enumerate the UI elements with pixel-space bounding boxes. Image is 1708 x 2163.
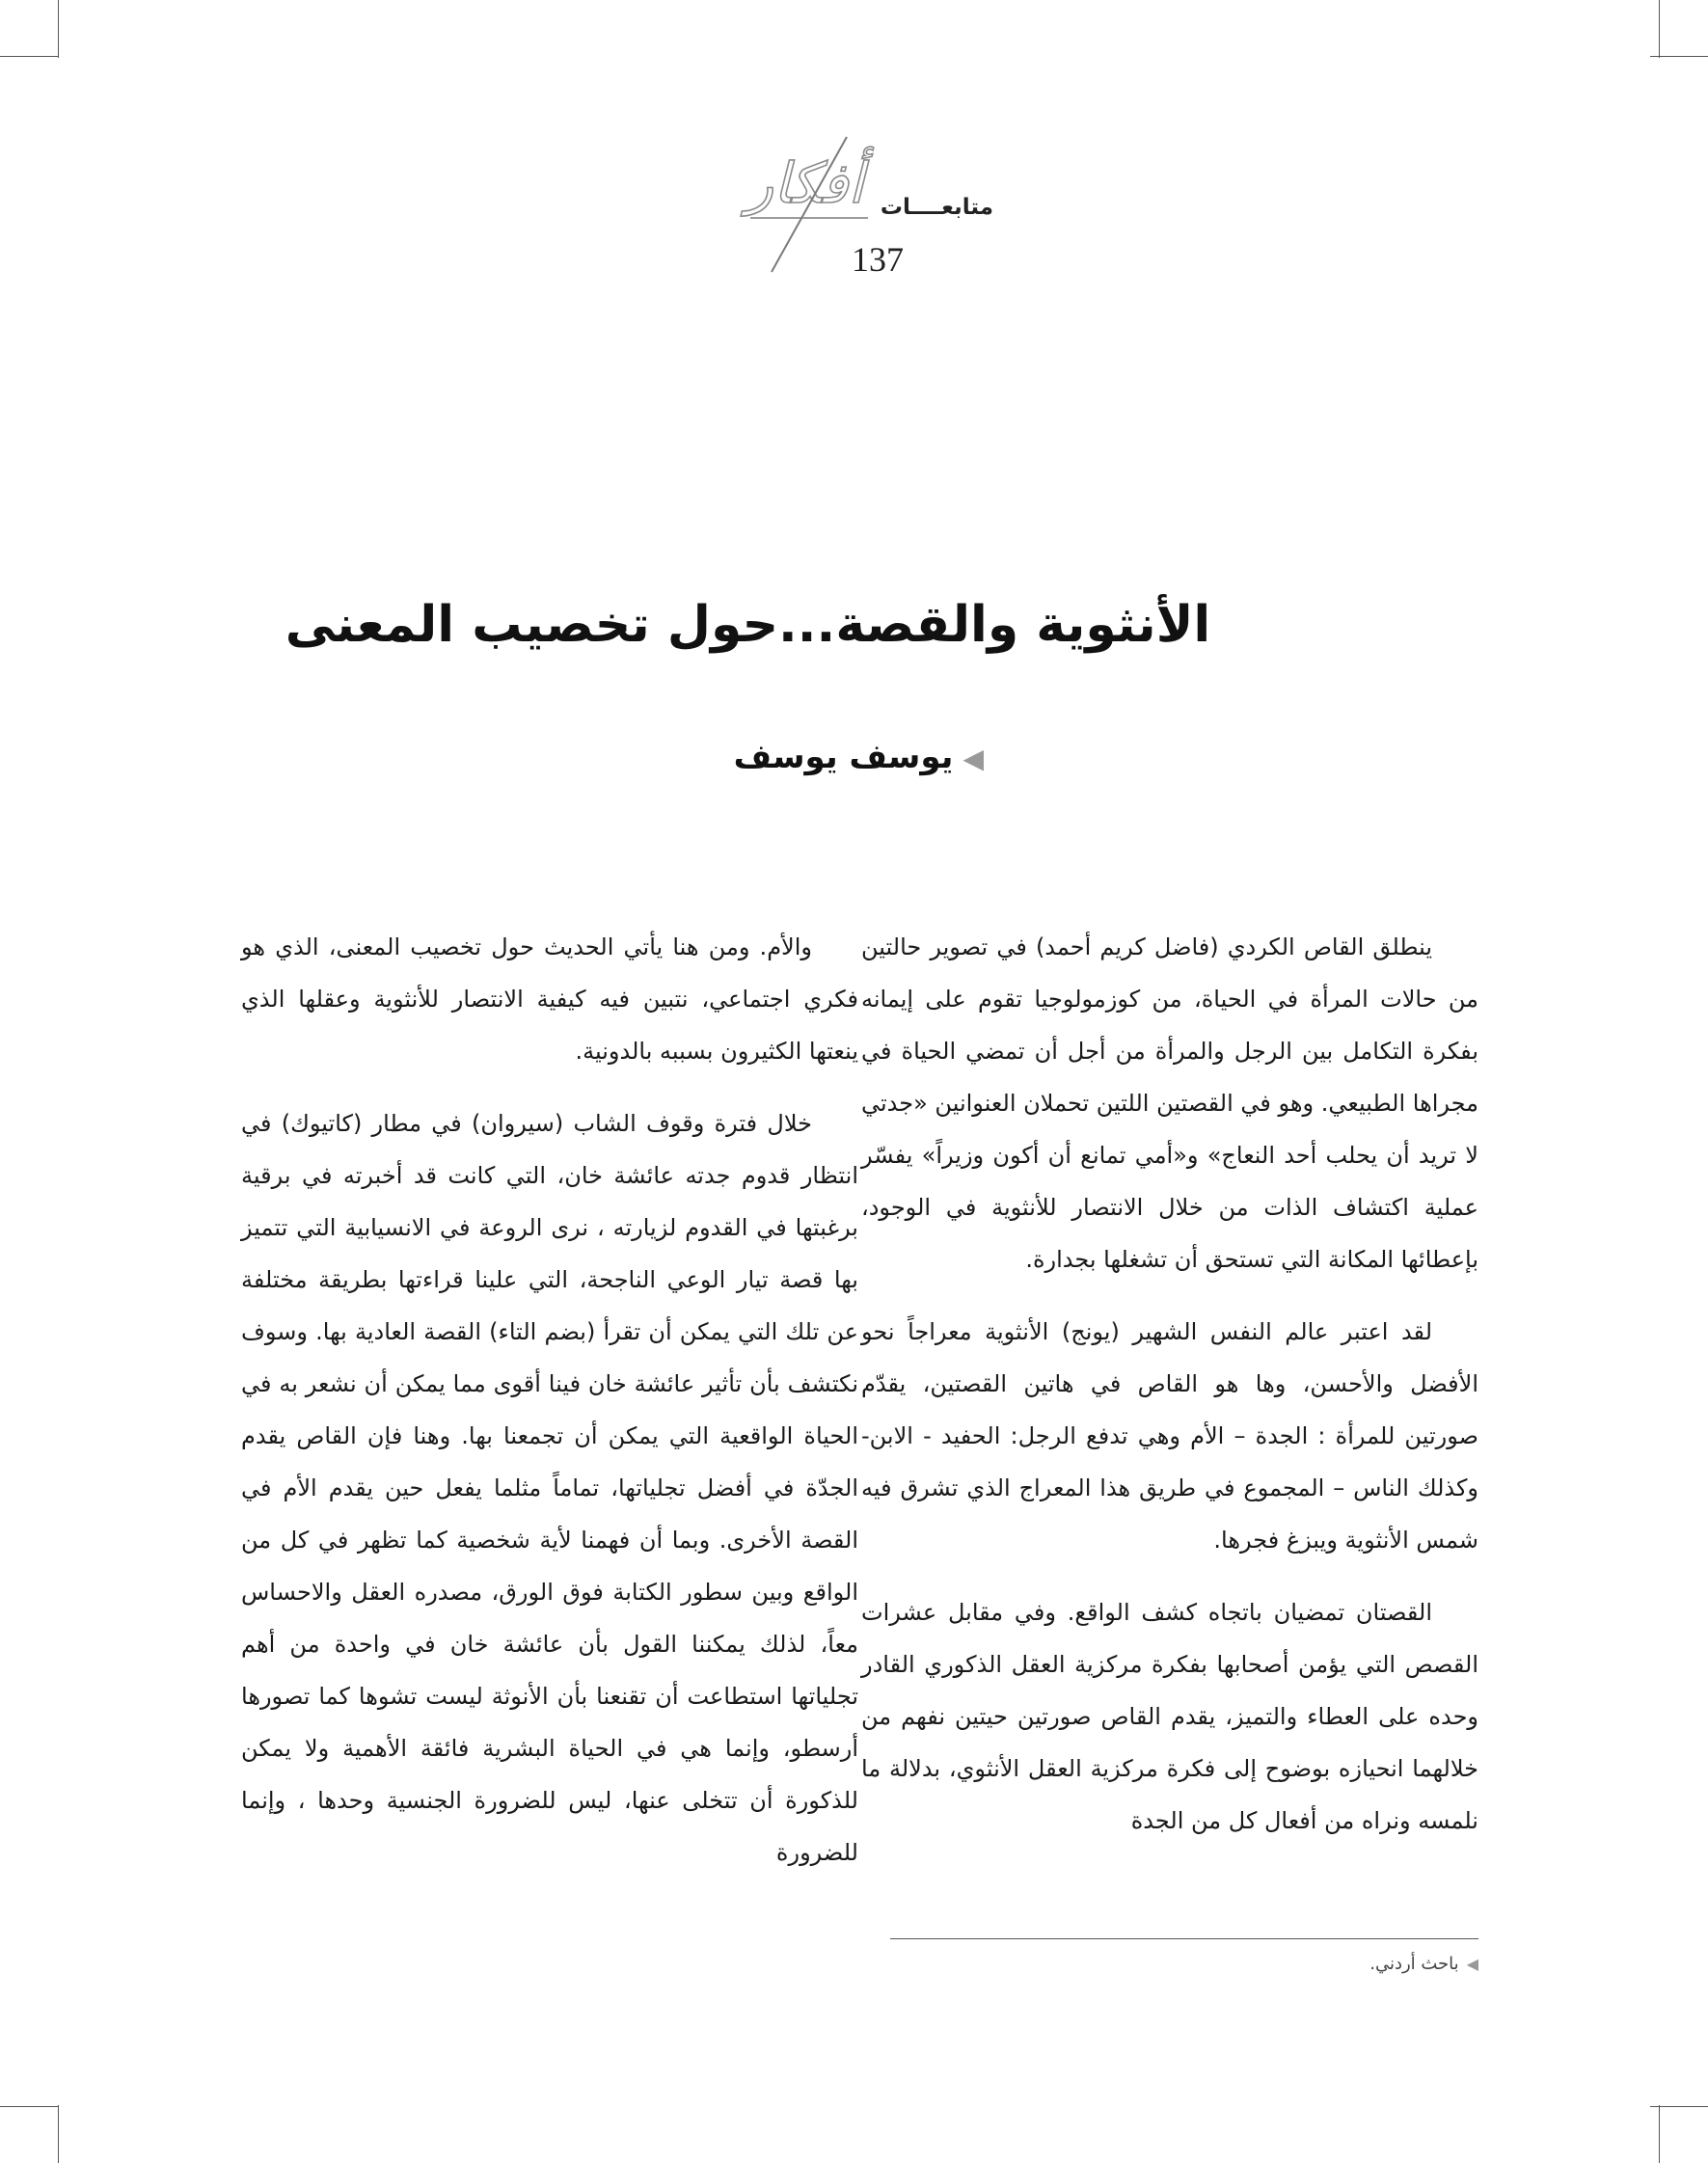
page-number: 137 xyxy=(852,240,904,279)
crop-mark xyxy=(0,56,58,57)
footnote xyxy=(1061,1954,1478,1974)
left-column xyxy=(241,921,858,1899)
right-column xyxy=(861,921,1478,1867)
crop-mark xyxy=(0,2106,58,2107)
crop-mark xyxy=(58,2105,59,2163)
crop-mark xyxy=(1659,2105,1660,2163)
section-label: متابعــــات xyxy=(880,195,993,220)
paragraph: والأم. ومن هنا يأتي الحديث حول تخصيب المعنى، الذي هو فكري اجتماعي، نتبين فيه كيفية الانتصار للأنثوية وعقلها الذي ينعتها الكثيرون بسببه بالدونية. xyxy=(241,933,858,1065)
footnote-text: باحث أردني. xyxy=(1369,1954,1459,1974)
crop-mark xyxy=(1650,2106,1708,2107)
paragraph: القصتان تمضيان باتجاه كشف الواقع. وفي مقابل عشرات القصص التي يؤمن أصحابها بفكرة مركزية العقل الذكوري القادر وحده على العطاء والتميز، يقدم القاص صورتين حيتين نفهم من خلالهما انحيازه بوضوح إلى فكرة مركزية العقل الأنثوي، بدلالة ما نلمسه ونراه من أفعال كل من الجدة xyxy=(861,1599,1478,1834)
crop-mark xyxy=(58,0,59,58)
article-title: الأنثوية والقصة...حول تخصيب المعنى xyxy=(285,596,1211,654)
article-author xyxy=(675,738,984,776)
author-marker-icon: ◀ xyxy=(962,743,984,774)
crop-mark xyxy=(1659,0,1660,58)
paragraph: لقد اعتبر عالم النفس الشهير (يونج) الأنثوية معراجاً نحو الأفضل والأحسن، وها هو القاص في هاتين القصتين، يقدّم صورتين للمرأة : الجدة – الأم وهي تدفع الرجل: الحفيد - الابن- وكذلك الناس – المجموع في طريق هذا المعراج الذي تشرق فيه شمس الأنثوية ويبزغ فجرها. xyxy=(861,1318,1478,1554)
author-name: يوسف يوسف xyxy=(733,738,954,776)
paragraph: خلال فترة وقوف الشاب (سيروان) في مطار (كاتيوك) في انتظار قدوم جدته عائشة خان، التي كانت قد أخبرته في برقية برغبتها في القدوم لزيارته ، نرى الروعة في الانسيابية التي تتميز بها قصة تيار الوعي الناجحة، التي علينا قراءتها بطريقة مختلفة عن تلك التي يمكن أن تقرأ (بضم التاء) القصة العادية بها. وسوف نكتشف بأن تأثير عائشة خان فينا أقوى مما يمكن أن نشعر به في الحياة الواقعية التي يمكن أن تجمعنا بها. وهنا فإن القاص يقدم الجدّة في أفضل تجلياتها، تماماً مثلما يفعل حين يقدم الأم في القصة الأخرى. وبما أن فهمنا لأية شخصية كما تظهر في كل من الواقع وبين سطور الكتابة فوق الورق، مصدره العقل والاحساس معاً، لذلك يمكننا القول بأن عائشة خان في واحدة من أهم تجلياتها استطاعت أن تقنعنا بأن الأنوثة ليست تشوها كما تصورها أرسطو، وإنما هي في الحياة البشرية فائقة الأهمية ولا يمكن للذكورة أن تتخلى عنها، ليس للضرورة الجنسية وحدها ، وإنما للضرورة xyxy=(241,1110,858,1866)
svg-text:أفكار: أفكار xyxy=(746,150,864,216)
crop-mark xyxy=(1650,56,1708,57)
footnote-marker-icon: ◀ xyxy=(1466,1955,1478,1973)
footnote-divider xyxy=(890,1938,1478,1939)
paragraph: ينطلق القاص الكردي (فاضل كريم أحمد) في تصوير حالتين من حالات المرأة في الحياة، من كوزمولوجيا تقوم على إيمانه بفكرة التكامل بين الرجل والمرأة من أجل أن تمضي الحياة في مجراها الطبيعي. وهو في القصتين اللتين تحملان العنوانين «جدتي لا تريد أن يحلب أحد النعاج» و«أمي تمانع أن أكون وزيراً» يفسّر عملية اكتشاف الذات من خلال الانتصار للأنثوية في الوجود، بإعطائها المكانة التي تستحق أن تشغلها بجدارة. xyxy=(861,933,1478,1273)
page-header xyxy=(733,125,1003,289)
